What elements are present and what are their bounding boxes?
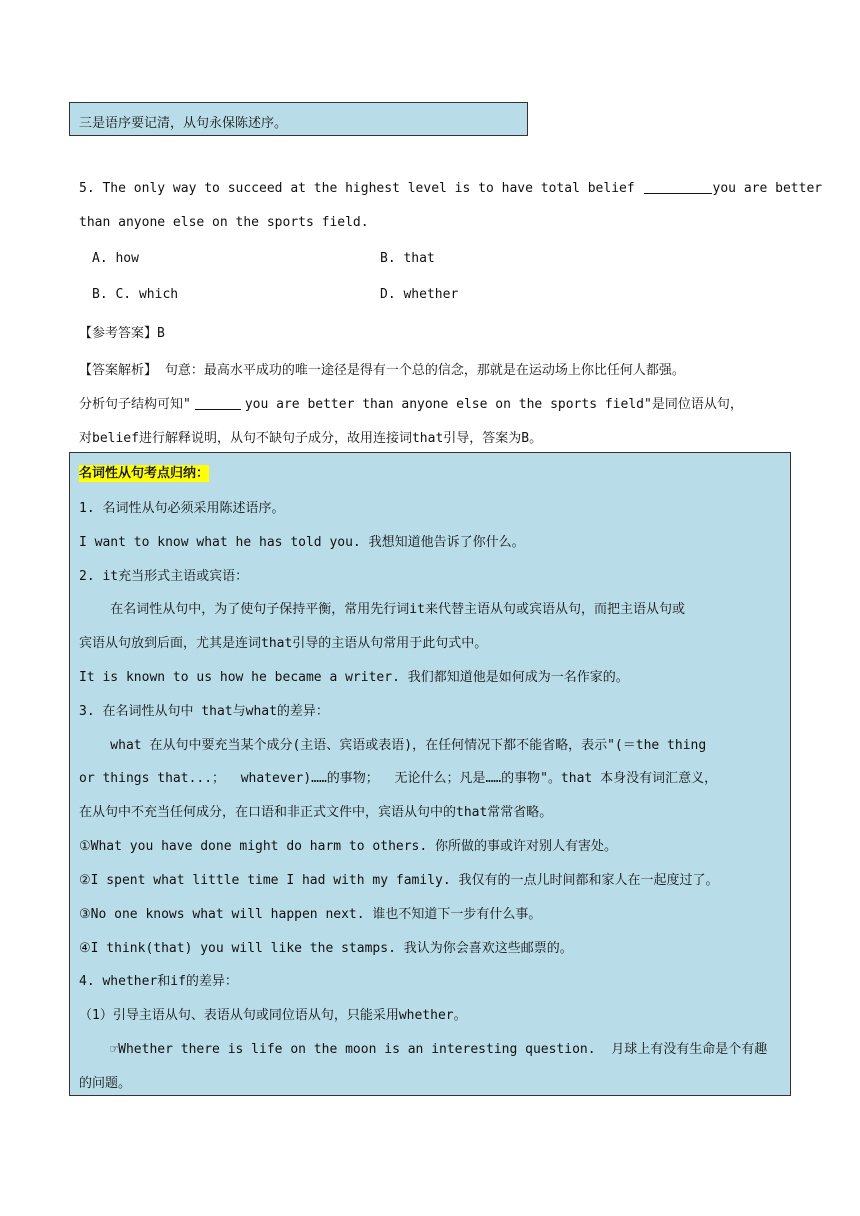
question-line-1 <box>79 181 822 196</box>
option-c: B. C. which <box>92 287 179 302</box>
summary-line: ③No one knows what will happen next. 谁也不知道下一步有什么事。 <box>79 907 542 922</box>
summary-line: 3. 在名词性从句中 that与what的差异： <box>79 704 329 719</box>
analysis-line-1 <box>79 359 685 378</box>
summary-line: 1. 名词性从句必须采用陈述语序。 <box>79 501 285 516</box>
option-a: A. how <box>92 251 139 266</box>
summary-line: 4. whether和if的差异： <box>79 974 238 989</box>
analysis-blank <box>195 397 241 410</box>
summary-box <box>69 452 791 1096</box>
question-text-b: you are better <box>712 181 823 196</box>
summary-line: what 在从句中要充当某个成分(主语、宾语或表语)，在任何情况下都不能省略，表示"(＝the thing <box>79 738 707 753</box>
question-line-2: than anyone else on the sports field. <box>79 215 369 230</box>
analysis-text-2a: 分析句子结构可知" <box>79 397 191 412</box>
summary-line: 的问题。 <box>79 1076 132 1091</box>
answer-value: B <box>157 326 165 341</box>
analysis-text-2b: you are better than anyone else on the sports field"是同位语从句， <box>244 397 743 412</box>
answer-line <box>79 322 165 341</box>
analysis-line-2 <box>79 393 743 412</box>
summary-line: 2. it充当形式主语或宾语： <box>79 569 249 584</box>
summary-title: 名词性从句考点归纳： <box>79 466 210 481</box>
option-d: D. whether <box>380 287 459 302</box>
summary-line: I want to know what he has told you. 我想知道他告诉了你什么。 <box>79 535 525 550</box>
analysis-label: 【答案解析】 <box>79 363 158 378</box>
tip-text: 三是语序要记清，从句永保陈述序。 <box>79 116 288 131</box>
analysis-text-1: 句意：最高水平成功的唯一途径是得有一个总的信念，那就是在运动场上你比任何人都强。 <box>157 363 685 378</box>
summary-line: ☞Whether there is life on the moon is an interesting question. 月球上有没有生命是个有趣 <box>79 1042 768 1057</box>
question-text-a: 5. The only way to succeed at the highest level is to have total belief <box>79 181 643 196</box>
summary-line: It is known to us how he became a writer. 我们都知道他是如何成为一名作家的。 <box>79 670 629 685</box>
summary-line: （1）引导主语从句、表语从句或同位语从句，只能采用whether。 <box>79 1008 467 1023</box>
summary-line: or things that...； whatever)……的事物； 无论什么；凡是……的事物"。that 本身没有词汇意义， <box>79 771 718 786</box>
summary-line: ④I think(that) you will like the stamps. 我认为你会喜欢这些邮票的。 <box>79 941 573 956</box>
option-b: B. that <box>380 251 435 266</box>
answer-label: 【参考答案】 <box>79 326 158 341</box>
answer-blank <box>644 181 712 194</box>
summary-line: 宾语从句放到后面，尤其是连词that引导的主语从句常用于此句式中。 <box>79 636 488 651</box>
summary-line: ①What you have done might do harm to others. 你所做的事或许对别人有害处。 <box>79 839 618 854</box>
summary-line: 在名词性从句中，为了使句子保持平衡，常用先行词it来代替主语从句或宾语从句，而把主语从句或 <box>79 602 685 617</box>
analysis-line-3: 对belief进行解释说明，从句不缺句子成分，故用连接词that引导，答案为B。 <box>79 431 543 446</box>
summary-line: ②I spent what little time I had with my family. 我仅有的一点儿时间都和家人在一起度过了。 <box>79 873 719 888</box>
tip-box <box>69 102 528 136</box>
summary-line: 在从句中不充当任何成分，在口语和非正式文件中，宾语从句中的that常常省略。 <box>79 805 553 820</box>
